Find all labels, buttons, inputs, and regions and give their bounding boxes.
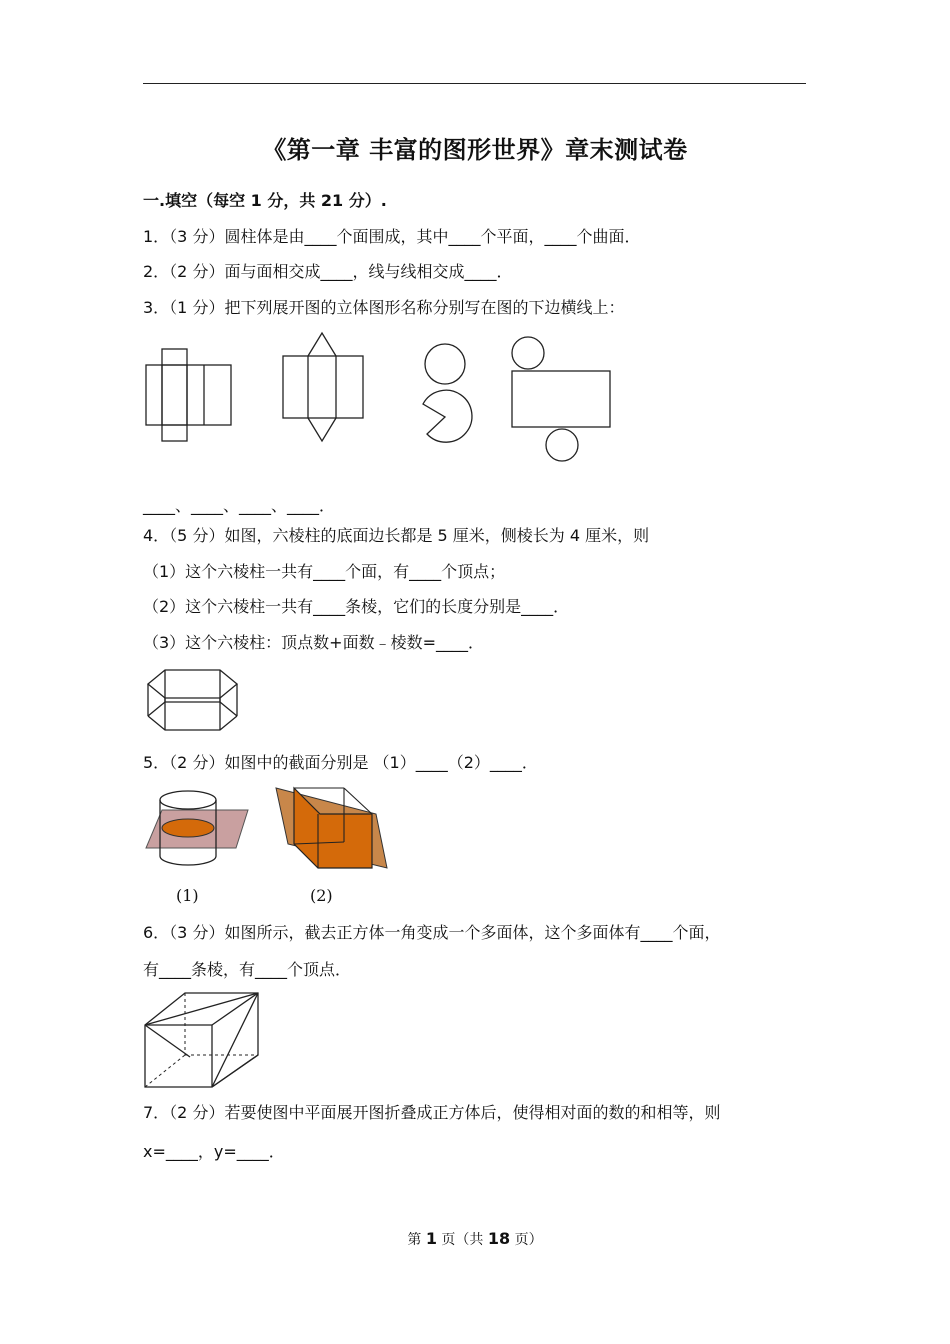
question-2: 2．（2 分）面与面相交成____，线与线相交成____． — [143, 262, 513, 281]
question-5: 5．（2 分）如图中的截面分别是 （1）____（2）____． — [143, 753, 538, 772]
question-7-line-2: x=____，y=____． — [143, 1142, 285, 1161]
question-3: 3．（1 分）把下列展开图的立体图形名称分别写在图的下边横线上： — [143, 298, 625, 317]
question-6-line-2: 有____条棱，有____个顶点． — [143, 960, 352, 979]
footer-page-number: 1 — [425, 1229, 437, 1248]
truncated-cube-figure — [140, 990, 265, 1090]
header-rule — [143, 83, 806, 84]
question-4: 4．（5 分）如图，六棱柱的底面边长都是 5 厘米，侧棱长为 4 厘米，则 — [143, 526, 650, 545]
page-title: 《第一章 丰富的图形世界》章末测试卷 — [262, 136, 688, 164]
figure-1-label: (1) — [176, 886, 199, 905]
figure-2-label: (2) — [310, 886, 333, 905]
footer-suffix: 页） — [510, 1232, 543, 1248]
footer-prefix: 第 — [407, 1232, 426, 1248]
hexagonal-prism-figure — [140, 666, 250, 736]
question-6-line-1: 6．（3 分）如图所示，截去正方体一角变成一个多面体，这个多面体有____个面， — [143, 923, 721, 942]
question-1: 1．（3 分）圆柱体是由____个面围成，其中____个平面，____个曲面． — [143, 227, 641, 246]
question-4-part-2: （2）这个六棱柱一共有____条棱，它们的长度分别是____． — [143, 597, 570, 616]
question-4-part-1: （1）这个六棱柱一共有____个面，有____个顶点； — [143, 562, 506, 581]
footer-middle: 页（共 — [436, 1232, 488, 1248]
page-footer — [0, 1229, 950, 1249]
footer-total-pages: 18 — [487, 1229, 511, 1248]
nets-figure — [140, 330, 620, 470]
cross-section-figure-1 — [140, 784, 260, 874]
section-heading: 一.填空（每空 1 分，共 21 分）. — [143, 191, 387, 210]
question-4-part-3: （3）这个六棱柱：顶点数+面数﹣棱数=____． — [143, 633, 484, 652]
cross-section-figure-2 — [272, 786, 392, 872]
question-7-line-1: 7．（2 分）若要使图中平面展开图折叠成正方体后，使得相对面的数的和相等，则 — [143, 1103, 721, 1122]
q3-answer-blanks: ____、____、____、____． — [143, 496, 336, 515]
